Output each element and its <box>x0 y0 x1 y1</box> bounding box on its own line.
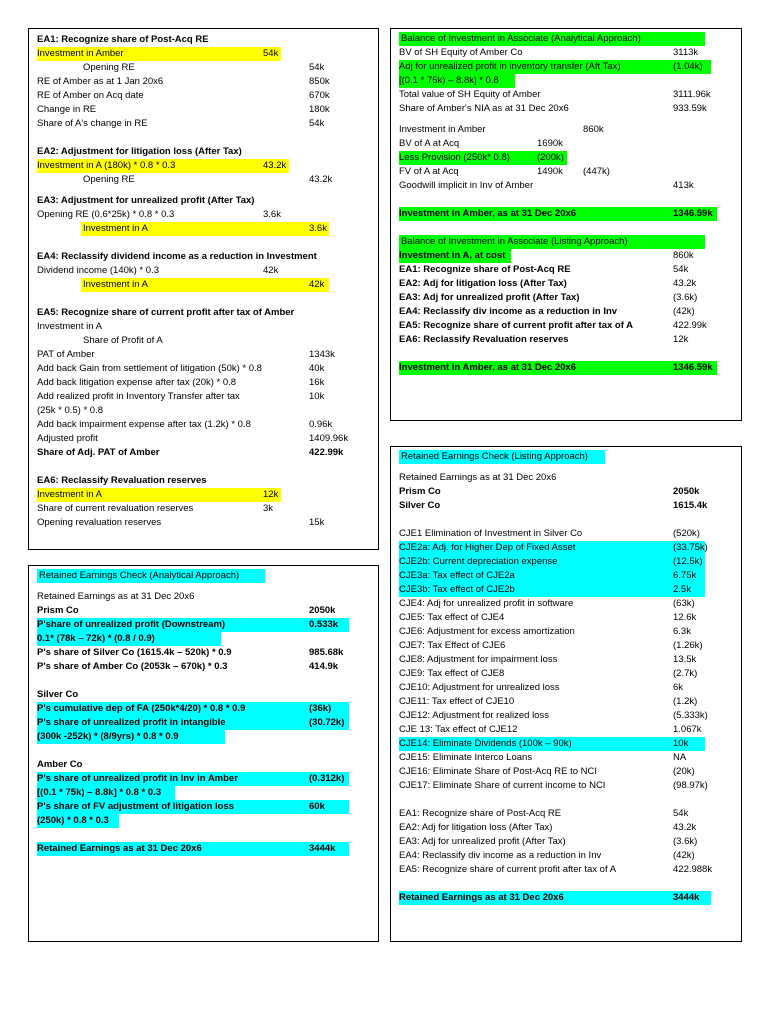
cje-value: (20k) <box>673 766 695 777</box>
intangible-row <box>37 716 370 730</box>
cje-value: (63k) <box>673 598 695 609</box>
listing-re-heading: Retained Earnings as at 31 Dec 20x6 <box>399 472 557 483</box>
amber-share-value: 414.9k <box>309 661 339 672</box>
ea2-title: EA2: Adjustment for litigation loss (After Tax) <box>37 146 242 157</box>
silver-heading: Silver Co <box>37 689 79 700</box>
ea4-investment-value: 42k <box>309 279 325 290</box>
ea3-opening-re-value: 3.6k <box>263 209 281 220</box>
intangible-formula: (300k -252k) * (8/9yrs) * 0.8 * 0.9 <box>37 731 179 742</box>
ea5-impairment-value: 0.96k <box>309 419 333 430</box>
cje-label: CJE2b: Current depreciation expense <box>399 556 558 567</box>
listing-ea2-value: 43.2k <box>673 278 697 289</box>
listing-total-row <box>399 361 733 375</box>
ea5-gain-label: Add back Gain from settlement of litigation (50k) * 0.8 <box>37 363 262 374</box>
re-analytical-title-row <box>37 569 370 583</box>
re-heading-row <box>37 590 370 604</box>
ea-row <box>399 835 733 849</box>
ea5-litigation-value: 16k <box>309 377 325 388</box>
unrealized-formula: 0.1* (78k – 72k) * (0.8 / 0.9) <box>37 633 155 644</box>
ea3-opening-re-label: Opening RE (0.6*25k) * 0.8 * 0.3 <box>37 209 175 220</box>
ea-label: EA3: Adj for unrealized profit (After Tax) <box>399 836 566 847</box>
ea1-change-label: Change in RE <box>37 104 97 115</box>
analytical-total-row <box>399 207 733 221</box>
ea1-re-acq-value: 670k <box>309 90 330 101</box>
cje-label: CJE6: Adjustment for excess amortization <box>399 626 575 637</box>
cje-row <box>399 639 733 653</box>
ea5-impairment-label: Add back impairment expense after tax (1.2k) * 0.8 <box>37 419 251 430</box>
ea1-opening-re-label: Opening RE <box>83 62 135 73</box>
unrealized-label: P'share of unrealized profit (Downstream) <box>37 619 226 630</box>
listing-re-heading-row <box>399 471 733 485</box>
unrealized-formula-row <box>37 632 370 646</box>
fv-acq-label: FV of A at Acq <box>399 166 459 177</box>
goodwill-value: 413k <box>673 180 694 191</box>
investment-balance-panel <box>390 28 742 421</box>
ea6-share-row <box>37 502 370 516</box>
goodwill-label: Goodwill implicit in Inv of Amber <box>399 180 534 191</box>
amber-heading: Amber Co <box>37 759 83 770</box>
analytical-total-value: 1346.59k <box>673 208 713 219</box>
ea1-share-row <box>37 117 370 131</box>
ea-row <box>399 863 733 877</box>
listing-ea5-label: EA5: Recognize share of current profit after tax of A <box>399 320 634 331</box>
dep-value: (36k) <box>309 703 332 714</box>
inv-amber-unrealized-row <box>37 772 370 786</box>
silver-share-label: P's share of Silver Co (1615.4k – 520k) * 0.9 <box>37 647 232 658</box>
cje-label: CJE2a: Adj. for Higher Dep of Fixed Asset <box>399 542 576 553</box>
listing-title: Balance of Investment in Associate (Listing Approach) <box>401 236 628 247</box>
listing-ea6-label: EA6: Reclassify Revaluation reserves <box>399 334 569 345</box>
listing-silver-value: 1615.4k <box>673 500 708 511</box>
listing-ea1-value: 54k <box>673 264 689 275</box>
amber-share-row <box>37 660 370 674</box>
goodwill-row <box>399 179 733 193</box>
ea2-opening-re-value: 43.2k <box>309 174 333 185</box>
ea-list <box>399 807 733 877</box>
ea1-re-jan-row <box>37 75 370 89</box>
inv-amber-formula-row <box>37 786 370 800</box>
fv-litigation-row <box>37 800 370 814</box>
re-analytical-total-value: 3444k <box>309 843 336 854</box>
cje-row <box>399 737 733 751</box>
ea3-investment-value: 3.6k <box>309 223 327 234</box>
ea1-re-jan-label: RE of Amber as at 1 Jan 20x6 <box>37 76 164 87</box>
cje-label: CJE1 Elimination of Investment in Silver Co <box>399 528 583 539</box>
adj-unrealized-value: (1.04k) <box>673 61 703 72</box>
bv-acq-row <box>399 137 733 151</box>
cje-row <box>399 555 733 569</box>
cje-label: CJE 13: Tax effect of CJE12 <box>399 724 518 735</box>
ea6-investment-label: Investment in A <box>37 489 102 500</box>
ea5-impairment-row <box>37 418 370 432</box>
cje-label: CJE12: Adjustment for realized loss <box>399 710 549 721</box>
ea5-litigation-row <box>37 376 370 390</box>
ea5-litigation-label: Add back litigation expense after tax (20k) * 0.8 <box>37 377 237 388</box>
cje-label: CJE7: Tax Effect of CJE6 <box>399 640 506 651</box>
amber-heading-row <box>37 758 370 772</box>
cje-row <box>399 583 733 597</box>
dep-label: P's cumulative dep of FA (250k*4/20) * 0.8 * 0.9 <box>37 703 246 714</box>
share-nia-row <box>399 102 733 116</box>
total-sh-label: Total value of SH Equity of Amber <box>399 89 541 100</box>
ea5-realized-row <box>37 390 370 404</box>
ea-value: 43.2k <box>673 822 697 833</box>
ea4-title: EA4: Reclassify dividend income as a reduction in Investment <box>37 251 317 262</box>
at-cost-label: Investment in A, at cost <box>399 250 506 261</box>
ea4-investment-row <box>37 278 370 292</box>
ea6-investment-row <box>37 488 370 502</box>
listing-silver-row <box>399 499 733 513</box>
ea5-title: EA5: Recognize share of current profit after tax of Amber <box>37 307 295 318</box>
cje-value: (12.5k) <box>673 556 703 567</box>
inv-amber-unrealized-label: P's share of unrealized profit in Inv in Amber <box>37 773 238 784</box>
ea6-title: EA6: Reclassify Revaluation reserves <box>37 475 207 486</box>
re-listing-total-label: Retained Earnings as at 31 Dec 20x6 <box>399 892 564 903</box>
listing-ea1-label: EA1: Recognize share of Post-Acq RE <box>399 264 571 275</box>
re-listing-total-row <box>399 891 733 905</box>
listing-total-value: 1346.59k <box>673 362 713 373</box>
ea-label: EA5: Recognize share of current profit after tax of A <box>399 864 617 875</box>
prism-value: 2050k <box>309 605 336 616</box>
listing-prism-label: Prism Co <box>399 486 441 497</box>
ea5-gain-value: 40k <box>309 363 325 374</box>
ea6-opening-row <box>37 516 370 530</box>
ea1-investment-row <box>37 47 370 61</box>
fv-litigation-value: 60k <box>309 801 325 812</box>
silver-share-value: 985.68k <box>309 647 344 658</box>
equity-accounting-entries-panel <box>28 28 379 550</box>
listing-ea2-label: EA2: Adj for litigation loss (After Tax) <box>399 278 567 289</box>
ea-label: EA1: Recognize share of Post-Acq RE <box>399 808 562 819</box>
ea5-realized-formula: (25k * 0.5) * 0.8 <box>37 405 104 416</box>
ea5-pat-row <box>37 348 370 362</box>
unrealized-row <box>37 618 370 632</box>
re-listing-title: Retained Earnings Check (Listing Approach) <box>401 451 588 462</box>
re-listing-title-row <box>399 450 733 464</box>
ea4-dividend-row <box>37 264 370 278</box>
cje-row <box>399 751 733 765</box>
fv-acq-difference: (447k) <box>583 166 610 177</box>
ea3-opening-re-row <box>37 208 370 222</box>
cje-row <box>399 695 733 709</box>
ea1-re-acq-row <box>37 89 370 103</box>
re-listing-total-value: 3444k <box>673 892 700 903</box>
cje-row <box>399 611 733 625</box>
cje-row <box>399 779 733 793</box>
cje-value: 2.5k <box>673 584 691 595</box>
ea3-title-row <box>37 194 370 208</box>
ea6-share-label: Share of current revaluation reserves <box>37 503 194 514</box>
cje-value: 1.067k <box>673 724 702 735</box>
inv-amber-unrealized-value: (0.312k) <box>309 773 345 784</box>
cje-label: CJE17: Eliminate Share of current income to NCI <box>399 780 606 791</box>
bv-acq-label: BV of A at Acq <box>399 138 460 149</box>
ea3-investment-row <box>37 222 370 236</box>
cje-row <box>399 765 733 779</box>
ea5-adjusted-value: 1409.96k <box>309 433 349 444</box>
ea2-opening-re-row <box>37 173 370 187</box>
ea1-opening-re-row <box>37 61 370 75</box>
ea1-title-row <box>37 33 370 47</box>
cje-label: CJE5: Tax effect of CJE4 <box>399 612 505 623</box>
share-nia-label: Share of Amber's NIA as at 31 Dec 20x6 <box>399 103 569 114</box>
ea4-investment-label: Investment in A <box>83 279 148 290</box>
at-cost-value: 860k <box>673 250 694 261</box>
ea6-share-value: 3k <box>263 503 274 514</box>
listing-ea2-row <box>399 277 733 291</box>
cje-label: CJE14: Eliminate Dividends (100k – 90k) <box>399 738 572 749</box>
ea2-investment-label: Investment in A (180k) * 0.8 * 0.3 <box>37 160 176 171</box>
listing-ea6-value: 12k <box>673 334 689 345</box>
ea5-title-row <box>37 306 370 320</box>
cje-row <box>399 569 733 583</box>
re-check-analytical-panel <box>28 565 379 942</box>
cje-label: CJE8: Adjustment for impairment loss <box>399 654 558 665</box>
analytical-total-label: Investment in Amber, as at 31 Dec 20x6 <box>399 208 577 219</box>
silver-heading-row <box>37 688 370 702</box>
analytical-title: Balance of Investment in Associate (Analytical Approach) <box>401 33 641 44</box>
inv-amber-label: Investment in Amber <box>399 124 486 135</box>
ea1-share-label: Share of A's change in RE <box>37 118 148 129</box>
bv-sh-value: 3113k <box>673 47 699 58</box>
ea1-change-value: 180k <box>309 104 330 115</box>
listing-title-row <box>399 235 733 249</box>
re-check-listing-panel <box>390 446 742 942</box>
silver-share-row <box>37 646 370 660</box>
cje-value: (98.97k) <box>673 780 708 791</box>
ea5-share-adj-label: Share of Adj. PAT of Amber <box>37 447 160 458</box>
listing-total-label: Investment in Amber, as at 31 Dec 20x6 <box>399 362 577 373</box>
listing-ea5-value: 422.99k <box>673 320 707 331</box>
ea2-investment-row <box>37 159 370 173</box>
share-nia-value: 933.59k <box>673 103 707 114</box>
ea-row <box>399 807 733 821</box>
ea1-investment-label: Investment in Amber <box>37 48 124 59</box>
ea5-pat-label: PAT of Amber <box>37 349 95 360</box>
cje-value: (1.26k) <box>673 640 703 651</box>
fv-litigation-label: P's share of FV adjustment of litigation loss <box>37 801 235 812</box>
cje-label: CJE4: Adj for unrealized profit in software <box>399 598 574 609</box>
ea5-share-row <box>37 334 370 348</box>
ea6-opening-value: 15k <box>309 517 325 528</box>
intangible-label: P's share of unrealized profit in intangible <box>37 717 226 728</box>
cje-row <box>399 597 733 611</box>
cje-value: 6k <box>673 682 684 693</box>
ea4-dividend-value: 42k <box>263 265 279 276</box>
ea4-dividend-label: Dividend income (140k) * 0.3 <box>37 265 159 276</box>
cje-value: (33.75k) <box>673 542 708 553</box>
re-analytical-total-label: Retained Earnings as at 31 Dec 20x6 <box>37 843 202 854</box>
ea5-gain-row <box>37 362 370 376</box>
bv-sh-row <box>399 46 733 60</box>
ea-label: EA4: Reclassify div income as a reduction in Inv <box>399 850 602 861</box>
ea3-title: EA3: Adjustment for unrealized profit (After Tax) <box>37 195 255 206</box>
inv-amber-row <box>399 123 733 137</box>
ea1-re-acq-label: RE of Amber on Acq date <box>37 90 144 101</box>
cje-value: 12.6k <box>673 612 697 623</box>
adj-unrealized-formula-row <box>399 74 733 88</box>
less-provision-label: Less Provision (250k* 0.8) <box>399 152 510 163</box>
ea5-investment-row <box>37 320 370 334</box>
prism-label: Prism Co <box>37 605 79 616</box>
listing-ea3-row <box>399 291 733 305</box>
ea4-title-row <box>37 250 370 264</box>
listing-silver-label: Silver Co <box>399 500 441 511</box>
adj-unrealized-formula: [(0.1 * 75k) – 8.8k] * 0.8 <box>399 75 499 86</box>
ea5-share-adj-value: 422.99k <box>309 447 344 458</box>
ea6-title-row <box>37 474 370 488</box>
ea1-investment-value: 54k <box>263 48 279 59</box>
cje-label: CJE10: Adjustment for unrealized loss <box>399 682 560 693</box>
cje-row <box>399 723 733 737</box>
ea-row <box>399 821 733 835</box>
inv-amber-formula: [(0.1 * 75k) – 8.8k] * 0.8 * 0.3 <box>37 787 162 798</box>
listing-ea5-row <box>399 319 733 333</box>
fv-litigation-formula: (250k) * 0.8 * 0.3 <box>37 815 109 826</box>
cje-value: (5.333k) <box>673 710 708 721</box>
listing-ea1-row <box>399 263 733 277</box>
cje-label: CJE16: Eliminate Share of Post-Acq RE to NCI <box>399 766 597 777</box>
less-provision-value: (200k) <box>537 152 564 163</box>
cje-value: 6.3k <box>673 626 691 637</box>
cje-row <box>399 667 733 681</box>
ea5-pat-value: 1343k <box>309 349 335 360</box>
ea3-investment-label: Investment in A <box>83 223 148 234</box>
cje-row <box>399 541 733 555</box>
inv-amber-value: 860k <box>583 124 604 135</box>
total-sh-row <box>399 88 733 102</box>
dep-row <box>37 702 370 716</box>
cje-value: (2.7k) <box>673 668 698 679</box>
cje-value: (520k) <box>673 528 700 539</box>
re-heading: Retained Earnings as at 31 Dec 20x6 <box>37 591 195 602</box>
analytical-title-row <box>399 32 733 46</box>
listing-prism-row <box>399 485 733 499</box>
ea1-title: EA1: Recognize share of Post-Acq RE <box>37 34 209 45</box>
ea-value: (3.6k) <box>673 836 698 847</box>
cje-label: CJE11: Tax effect of CJE10 <box>399 696 515 707</box>
re-analytical-title: Retained Earnings Check (Analytical Approach) <box>39 570 240 581</box>
cje-row <box>399 625 733 639</box>
ea2-investment-value: 43.2k <box>263 160 287 171</box>
listing-ea4-value: (42k) <box>673 306 695 317</box>
ea1-share-value: 54k <box>309 118 325 129</box>
cje-label: CJE3a: Tax effect of CJE2a <box>399 570 515 581</box>
ea6-opening-label: Opening revaluation reserves <box>37 517 162 528</box>
less-provision-row <box>399 151 733 165</box>
bv-acq-value: 1690k <box>537 138 563 149</box>
cje-row <box>399 681 733 695</box>
cje-label: CJE3b: Tax effect of CJE2b <box>399 584 515 595</box>
ea1-change-row <box>37 103 370 117</box>
cje-row <box>399 653 733 667</box>
fv-acq-value: 1490k <box>537 166 563 177</box>
listing-ea6-row <box>399 333 733 347</box>
ea-label: EA2: Adj for litigation loss (After Tax) <box>399 822 553 833</box>
ea5-share-adj-row <box>37 446 370 460</box>
ea6-investment-value: 12k <box>263 489 279 500</box>
listing-prism-value: 2050k <box>673 486 700 497</box>
ea1-opening-re-value: 54k <box>309 62 325 73</box>
ea-value: 54k <box>673 808 689 819</box>
ea5-investment-label: Investment in A <box>37 321 102 332</box>
listing-ea4-row <box>399 305 733 319</box>
ea1-re-jan-value: 850k <box>309 76 330 87</box>
cje-label: CJE9: Tax effect of CJE8 <box>399 668 505 679</box>
unrealized-value: 0.533k <box>309 619 339 630</box>
ea-value: (42k) <box>673 850 695 861</box>
intangible-value: (30.72k) <box>309 717 345 728</box>
intangible-formula-row <box>37 730 370 744</box>
cje-list <box>399 527 733 793</box>
ea5-share-label: Share of Profit of A <box>83 335 163 346</box>
cje-row <box>399 527 733 541</box>
ea-value: 422.988k <box>673 864 713 875</box>
listing-ea3-value: (3.6k) <box>673 292 698 303</box>
adj-unrealized-label: Adj for unrealized profit in inventory transfer (Aft Tax) <box>399 61 621 72</box>
ea5-adjusted-label: Adjusted profit <box>37 433 98 444</box>
fv-acq-row <box>399 165 733 179</box>
bv-sh-label: BV of SH Equity of Amber Co <box>399 47 523 58</box>
listing-ea3-label: EA3: Adj for unrealized profit (After Tax) <box>399 292 580 303</box>
re-analytical-total-row <box>37 842 370 856</box>
adj-unrealized-row <box>399 60 733 74</box>
ea5-adjusted-row <box>37 432 370 446</box>
total-sh-value: 3111.96k <box>673 89 711 100</box>
ea5-realized-label: Add realized profit in Inventory Transfer after tax <box>37 391 240 402</box>
cje-label: CJE15: Eliminate Interco Loans <box>399 752 533 763</box>
ea2-title-row <box>37 145 370 159</box>
ea5-realized-value: 10k <box>309 391 325 402</box>
prism-row <box>37 604 370 618</box>
cje-value: 6.75k <box>673 570 697 581</box>
cje-row <box>399 709 733 723</box>
cje-value: 10k <box>673 738 689 749</box>
cje-value: NA <box>673 752 687 763</box>
ea2-opening-re-label: Opening RE <box>83 174 135 185</box>
listing-ea4-label: EA4: Reclassify div income as a reduction in Inv <box>399 306 618 317</box>
cje-value: 13.5k <box>673 654 697 665</box>
fv-litigation-formula-row <box>37 814 370 828</box>
at-cost-row <box>399 249 733 263</box>
ea5-realized-cont-row <box>37 404 370 418</box>
ea-row <box>399 849 733 863</box>
cje-value: (1.2k) <box>673 696 698 707</box>
amber-share-label: P's share of Amber Co (2053k – 670k) * 0.3 <box>37 661 228 672</box>
